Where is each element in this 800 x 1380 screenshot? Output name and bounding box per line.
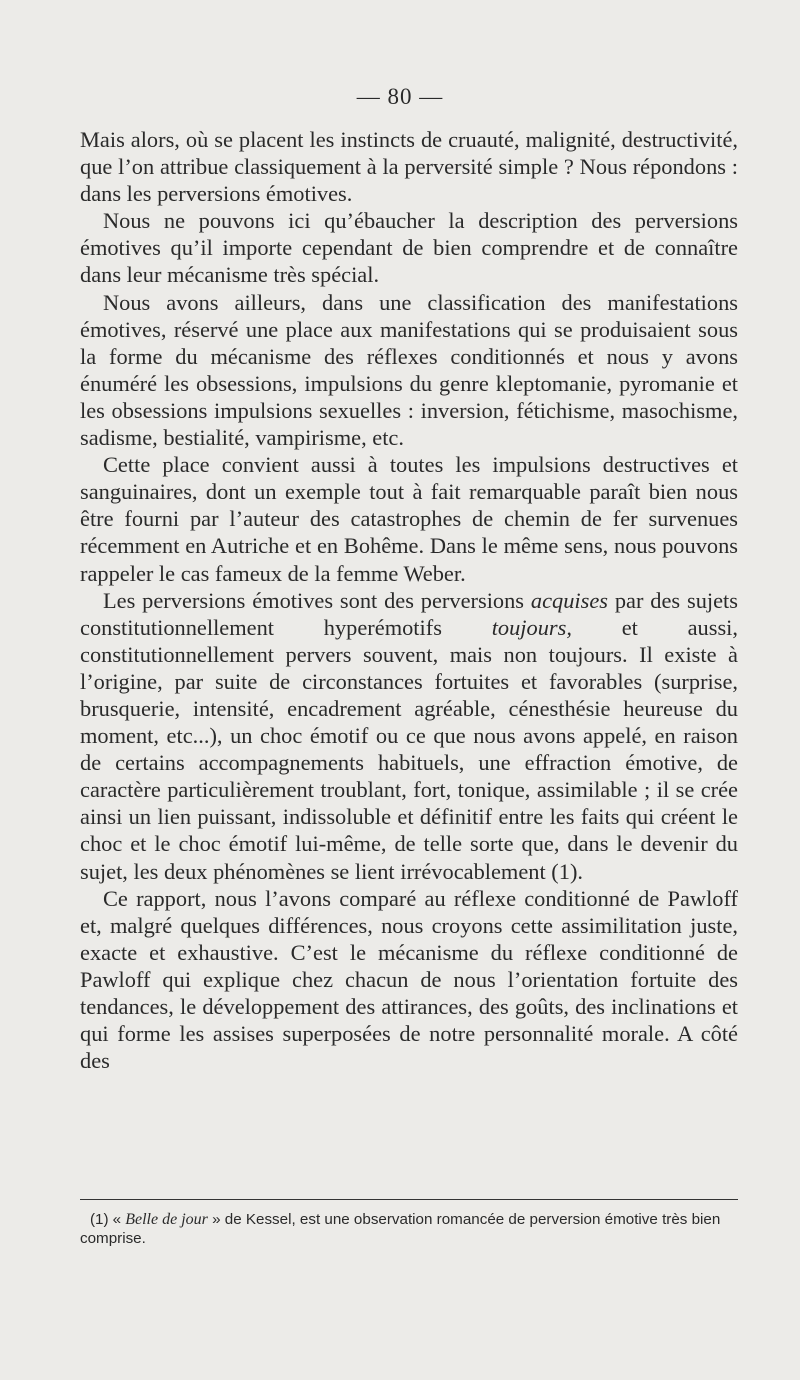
- footnote-text: » de Kessel, est une observation romancée de perversion émotive très bien comprise.: [80, 1211, 721, 1247]
- page-number: — 80 —: [356, 84, 444, 109]
- paragraph-1: Mais alors, où se placent les instincts de cruauté, malignité, destructivité, que l’on attribue classiquement à la perversité simple ? Nous répondons : dans les perversions émotives.: [80, 127, 738, 207]
- footnote-marker: (1): [90, 1211, 109, 1228]
- footnote: [80, 1210, 742, 1248]
- footnote-quote-open: «: [112, 1211, 126, 1228]
- paragraph-2: Nous ne pouvons ici qu’ébaucher la description des perversions émotives qu’il importe cependant de bien comprendre et de connaître dans leur mécanisme très spécial.: [80, 208, 738, 288]
- emphasis-toujours: toujours,: [491, 614, 572, 640]
- paragraph-5: [80, 587, 738, 885]
- footnote-divider: [80, 1199, 738, 1200]
- paragraph-5-text-c: et aussi, constitutionnellement pervers souvent, mais non toujours. Il existe à l’origine, par suite de circonstances fortuites et favorables (surprise, brusquerie, intensité, encadrement agréable, cénesthésie heureuse du moment, etc...), un choc émotif ou ce que nous avons appelé, en raison de certains accompagnements habituels, une effraction émotive, de caractère particulièrement troublant, fort, tonique, assimilable ; il se crée ainsi un lien puissant, indissoluble et définitif entre les faits qui créent le choc et le choc émotif lui-même, de telle sorte que, dans le devenir du sujet, les deux phénomènes se lient irrévocablement (1).: [80, 614, 738, 884]
- body-text: [80, 126, 738, 1074]
- paragraph-5-text-b: par des sujets constitutionnellement hyperémotifs: [80, 587, 738, 640]
- paragraph-4: Cette place convient aussi à toutes les impulsions destructives et sanguinaires, dont un exemple tout à fait remarquable paraît bien nous être fourni par l’auteur des catastrophes de chemin de fer survenues récemment en Autriche et en Bohême. Dans le même sens, nous pouvons rappeler le cas fameux de la femme Weber.: [80, 452, 738, 586]
- paragraph-3: Nous avons ailleurs, dans une classification des manifestations émotives, réservé une place aux manifestations qui se produisaient sous la forme du mécanisme des réflexes conditionnés et nous y avons énuméré les obsessions, impulsions du genre kleptomanie, pyromanie et les obsessions impulsions sexuelles : inversion, fétichisme, masochisme, sadisme, bestialité, vampirisme, etc.: [80, 289, 738, 451]
- paragraph-6: Ce rapport, nous l’avons comparé au réflexe conditionné de Pawloff et, malgré quelques différences, nous croyons cette assimilitation juste, exacte et exhaustive. C’est le mécanisme du réflexe conditionné de Pawloff qui explique chez chacun de nous l’orientation fortuite des tendances, le développement des attirances, des goûts, des inclinations et qui forme les assises superposées de notre personnalité morale. A côté des: [80, 885, 738, 1074]
- emphasis-acquises: acquises: [530, 587, 608, 613]
- paragraph-5-text-a: Les perversions émotives sont des perversions: [103, 587, 531, 613]
- footnote-book-title: Belle de jour: [125, 1211, 208, 1228]
